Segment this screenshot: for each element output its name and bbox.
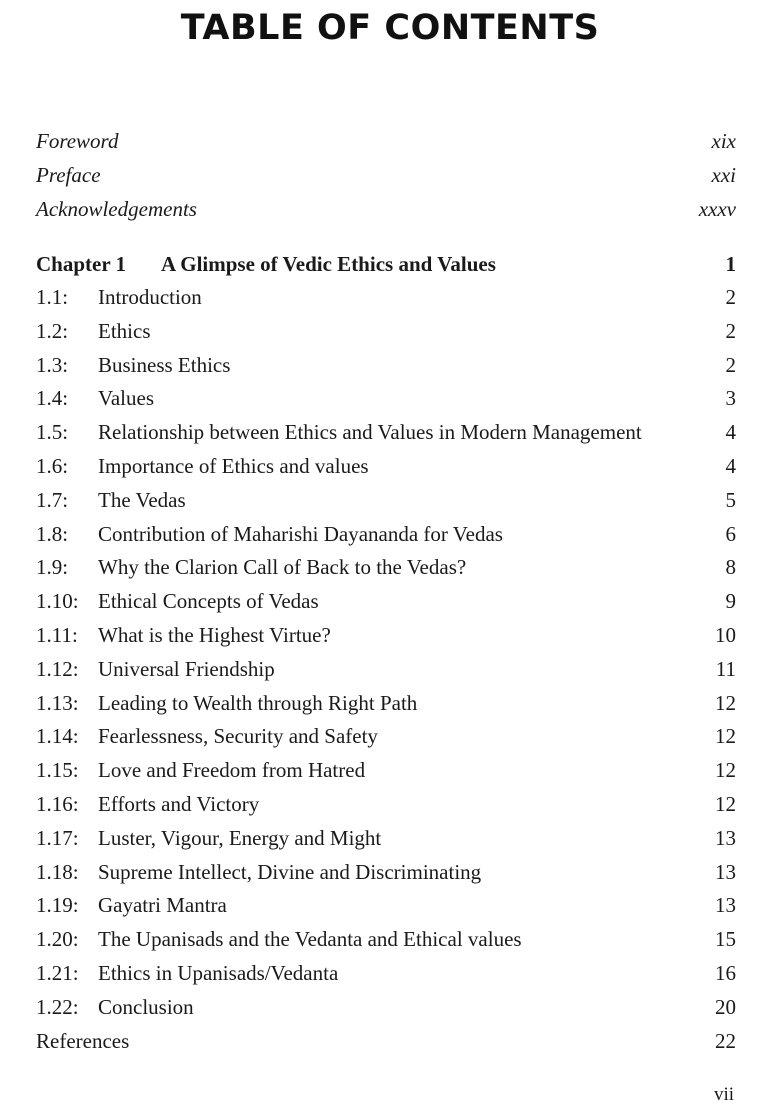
entry-number: 1.15: bbox=[36, 758, 79, 783]
entry-page: xxxv bbox=[698, 197, 736, 221]
entry-title: Ethics in Upanisads/Vedanta bbox=[98, 960, 339, 985]
toc-entry[interactable] bbox=[36, 450, 736, 484]
entry-title: Preface bbox=[36, 163, 101, 187]
toc-entry[interactable] bbox=[36, 281, 736, 315]
toc-entry[interactable] bbox=[36, 619, 736, 653]
entry-number: 1.17: bbox=[36, 825, 79, 850]
page-title: TABLE OF CONTENTS bbox=[180, 8, 600, 48]
toc-entry[interactable] bbox=[36, 518, 736, 552]
entry-title: Conclusion bbox=[98, 994, 194, 1019]
entry-title: Universal Friendship bbox=[98, 656, 275, 681]
toc-entry[interactable] bbox=[36, 856, 736, 890]
entry-title: Introduction bbox=[98, 285, 202, 309]
entry-title: Love and Freedom from Hatred bbox=[98, 758, 366, 783]
entry-title: Efforts and Victory bbox=[98, 791, 260, 816]
entry-number: 1.6: bbox=[36, 453, 69, 478]
entry-page: 4 bbox=[725, 453, 736, 478]
toc-entry-references[interactable] bbox=[36, 1025, 736, 1059]
entry-number: 1.3: bbox=[36, 352, 69, 377]
chapter-page: 1 bbox=[725, 252, 736, 276]
entry-title: Relationship between Ethics and Values in Modern Management bbox=[98, 420, 642, 445]
entry-number: 1.7: bbox=[36, 487, 69, 512]
chapter-title: A Glimpse of Vedic Ethics and Values bbox=[161, 252, 496, 276]
entry-page: 10 bbox=[715, 622, 736, 647]
toc-entry-chapter-1[interactable] bbox=[36, 247, 736, 281]
entry-number: 1.8: bbox=[36, 521, 69, 546]
toc-entry[interactable] bbox=[36, 653, 736, 687]
entry-number: 1.12: bbox=[36, 656, 79, 681]
entry-title: Supreme Intellect, Divine and Discriminating bbox=[98, 859, 482, 884]
toc-entry[interactable] bbox=[36, 754, 736, 788]
entry-page: 6 bbox=[725, 521, 736, 546]
entry-title: What is the Highest Virtue? bbox=[98, 622, 331, 647]
toc-entry[interactable] bbox=[36, 822, 736, 856]
entry-page: 12 bbox=[715, 724, 736, 749]
entry-title: Ethics bbox=[98, 318, 151, 343]
toc-entry[interactable] bbox=[36, 585, 736, 619]
entry-page: 9 bbox=[725, 589, 736, 614]
entry-page: 13 bbox=[715, 893, 736, 918]
entry-page: 4 bbox=[725, 420, 736, 445]
toc-entry[interactable] bbox=[36, 991, 736, 1025]
entry-number: 1.21: bbox=[36, 960, 79, 985]
toc-entry[interactable] bbox=[36, 315, 736, 349]
entry-title: Business Ethics bbox=[98, 352, 231, 377]
entry-title: Acknowledgements bbox=[36, 197, 197, 221]
entry-number: 1.19: bbox=[36, 893, 79, 918]
entry-page: 2 bbox=[725, 318, 736, 343]
entry-number: 1.2: bbox=[36, 318, 69, 343]
chapter-heading bbox=[36, 247, 736, 281]
entry-page: 15 bbox=[715, 927, 736, 952]
toc-entry[interactable] bbox=[36, 382, 736, 416]
toc-entry[interactable] bbox=[36, 720, 736, 754]
toc-entry[interactable] bbox=[36, 923, 736, 957]
toc-entry[interactable] bbox=[36, 416, 736, 450]
entry-number: 1.5: bbox=[36, 420, 69, 445]
entry-number: 1.14: bbox=[36, 724, 79, 749]
entry-page: 20 bbox=[715, 994, 736, 1019]
entry-number: 1.18: bbox=[36, 859, 79, 884]
toc-entry-acknowledgements[interactable] bbox=[36, 192, 736, 226]
toc-entry[interactable] bbox=[36, 484, 736, 518]
entry-number: 1.9: bbox=[36, 555, 69, 580]
toc-entry-preface[interactable] bbox=[36, 158, 736, 192]
entry-number: 1.11: bbox=[36, 622, 78, 647]
entry-page: 12 bbox=[715, 791, 736, 816]
toc-entry[interactable] bbox=[36, 551, 736, 585]
entry-title: Leading to Wealth through Right Path bbox=[98, 690, 418, 715]
entry-page: 2 bbox=[725, 352, 736, 377]
page-number: vii bbox=[713, 1084, 734, 1105]
entry-title: Values bbox=[98, 386, 154, 411]
entry-title: Fearlessness, Security and Safety bbox=[98, 724, 378, 749]
entry-title: Importance of Ethics and values bbox=[98, 453, 369, 478]
entry-page: 2 bbox=[725, 285, 736, 309]
toc-entry[interactable] bbox=[36, 349, 736, 383]
entry-title: Ethical Concepts of Vedas bbox=[98, 589, 319, 614]
toc-entry[interactable] bbox=[36, 687, 736, 721]
entry-page: 13 bbox=[715, 825, 736, 850]
entry-page: 5 bbox=[725, 487, 736, 512]
entry-title: The Upanisads and the Vedanta and Ethical values bbox=[98, 927, 522, 952]
toc-entry-foreword[interactable] bbox=[36, 124, 736, 158]
toc-entry[interactable] bbox=[36, 889, 736, 923]
entry-page: 16 bbox=[715, 960, 736, 985]
entry-page: 11 bbox=[715, 656, 736, 681]
toc-entry[interactable] bbox=[36, 957, 736, 991]
entry-page: 3 bbox=[725, 386, 736, 411]
entry-number: 1.16: bbox=[36, 791, 79, 816]
entry-page: 8 bbox=[725, 555, 736, 580]
entry-number: 1.10: bbox=[36, 589, 79, 614]
entry-page: 12 bbox=[715, 690, 736, 715]
section-list bbox=[36, 281, 736, 1058]
entry-page: 13 bbox=[715, 859, 736, 884]
entry-page: 12 bbox=[715, 758, 736, 783]
entry-title: Luster, Vigour, Energy and Might bbox=[98, 825, 382, 850]
entry-number: 1.1: bbox=[36, 285, 69, 309]
entry-title: Foreword bbox=[36, 129, 119, 153]
entry-title: The Vedas bbox=[98, 487, 186, 512]
entry-title: References bbox=[36, 1028, 130, 1053]
entry-title: Why the Clarion Call of Back to the Vedas? bbox=[98, 555, 467, 580]
entry-page: 22 bbox=[715, 1028, 736, 1053]
entry-number: 1.22: bbox=[36, 994, 79, 1019]
entry-title: Gayatri Mantra bbox=[98, 893, 227, 918]
entry-number: 1.4: bbox=[36, 386, 69, 411]
toc-entry[interactable] bbox=[36, 788, 736, 822]
entry-number: 1.13: bbox=[36, 690, 79, 715]
entry-page: xix bbox=[711, 129, 736, 153]
front-matter-list bbox=[36, 124, 736, 226]
chapter-label: Chapter 1 bbox=[36, 252, 127, 276]
entry-title: Contribution of Maharishi Dayananda for Vedas bbox=[98, 521, 503, 546]
entry-number: 1.20: bbox=[36, 927, 79, 952]
entry-page: xxi bbox=[711, 163, 736, 187]
